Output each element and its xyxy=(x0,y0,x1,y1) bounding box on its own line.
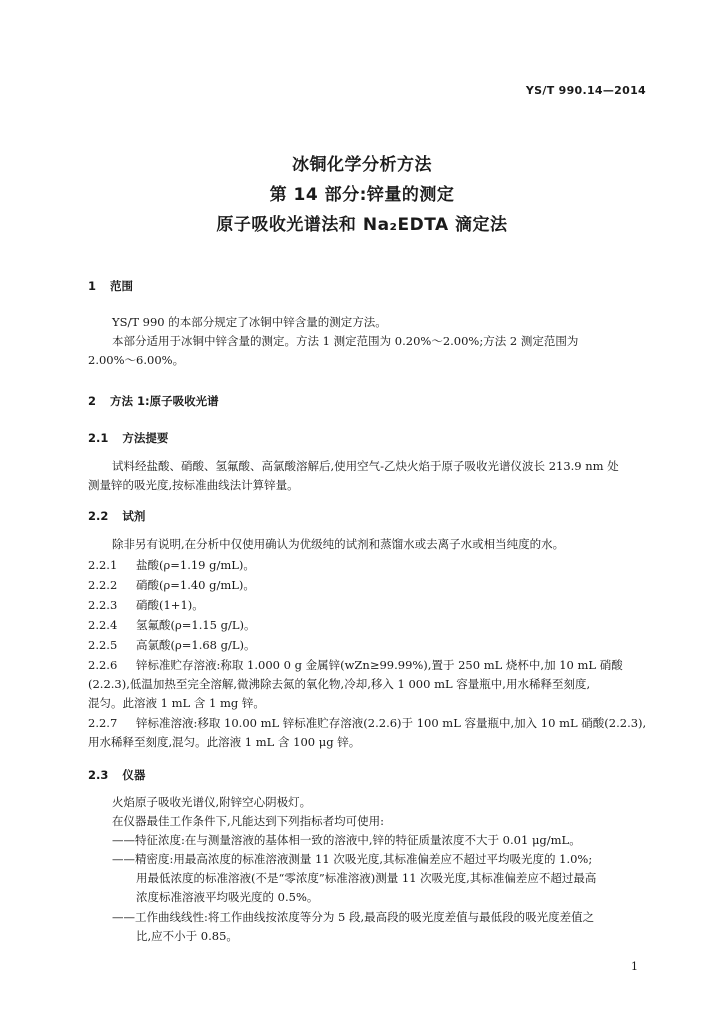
scope-line-1: YS/T 990 的本部分规定了冰铜中锌含量的测定方法。 xyxy=(112,315,387,329)
item-number: 2.2.4 xyxy=(88,618,118,632)
item-text: 高氯酸(ρ=1.68 g/L)。 xyxy=(136,638,256,652)
apparatus-dash-2-cont-1: 用最低浓度的标准溶液(不是“零浓度”标准溶液)测量 11 次吸光度,其标准偏差应不超过最高 xyxy=(136,871,597,885)
section-2-3-heading xyxy=(88,767,145,783)
apparatus-line-1: 火焰原子吸收光谱仪,附锌空心阴极灯。 xyxy=(112,795,312,809)
reagent-item xyxy=(88,596,204,614)
section-title: 方法提要 xyxy=(122,431,169,445)
item-number: 2.2.3 xyxy=(88,598,118,612)
item-text-line-1: 锌标准溶液:移取 10.00 mL 锌标准贮存溶液(2.2.6)于 100 mL 容量瓶中,加入 10 mL 硝酸(2.2.3), xyxy=(136,716,647,730)
section-2-1-heading xyxy=(88,430,168,446)
principle-line-2: 测量锌的吸光度,按标准曲线法计算锌量。 xyxy=(88,478,299,492)
scope-line-3: 2.00%～6.00%。 xyxy=(88,353,185,367)
title-line-3: 原子吸收光谱法和 Na₂EDTA 滴定法 xyxy=(216,215,508,235)
reagent-item xyxy=(88,576,255,594)
reagent-2-2-6-line-2: (2.2.3),低温加热至完全溶解,微沸除去氮的氧化物,冷却,移入 1 000 mL 容量瓶中,用水稀释至刻度, xyxy=(88,677,591,691)
page-number: 1 xyxy=(631,960,638,973)
apparatus-line-2: 在仪器最佳工作条件下,凡能达到下列指标者均可使用: xyxy=(112,814,385,828)
section-title: 仪器 xyxy=(122,768,146,782)
section-number: 2 xyxy=(88,394,97,408)
section-number: 2.3 xyxy=(88,768,109,782)
item-text: 盐酸(ρ=1.19 g/mL)。 xyxy=(136,558,255,572)
reagent-item xyxy=(88,616,256,634)
item-number: 2.2.5 xyxy=(88,638,118,652)
apparatus-dash-2-cont-2: 浓度标准溶液平均吸光度的 0.5%。 xyxy=(136,890,319,904)
scope-line-2: 本部分适用于冰铜中锌含量的测定。方法 1 测定范围为 0.20%～2.00%;方法 2 测定范围为 xyxy=(112,334,579,348)
section-2-heading xyxy=(88,393,219,409)
standard-number: YS/T 990.14—2014 xyxy=(525,84,646,97)
apparatus-dash-2: ——精密度:用最高浓度的标准溶液测量 11 次吸光度,其标准偏差应不超过平均吸光度的 1.0%; xyxy=(112,852,593,866)
title-line-1: 冰铜化学分析方法 xyxy=(292,155,432,175)
reagent-2-2-7-line-2: 用水稀释至刻度,混匀。此溶液 1 mL 含 100 μg 锌。 xyxy=(88,735,361,749)
section-number: 1 xyxy=(88,279,97,293)
section-title: 范围 xyxy=(110,279,134,293)
item-text: 氢氟酸(ρ=1.15 g/L)。 xyxy=(136,618,256,632)
reagent-item xyxy=(88,556,255,574)
reagent-2-2-6-line-3: 混匀。此溶液 1 mL 含 1 mg 锌。 xyxy=(88,696,265,710)
title-line-2: 第 14 部分:锌量的测定 xyxy=(269,185,455,205)
item-text-line-1: 锌标准贮存溶液:称取 1.000 0 g 金属锌(wZn≥99.99%),置于 250 mL 烧杯中,加 10 mL 硝酸 xyxy=(136,658,623,672)
principle-line-1: 试料经盐酸、硝酸、氢氟酸、高氯酸溶解后,使用空气-乙炔火焰于原子吸收光谱仪波长 213.9 nm 处 xyxy=(112,459,619,473)
item-text: 硝酸(1+1)。 xyxy=(136,598,204,612)
apparatus-dash-3-cont: 比,应不小于 0.85。 xyxy=(136,929,238,943)
section-number: 2.2 xyxy=(88,509,109,523)
section-title: 试剂 xyxy=(122,509,146,523)
section-1-heading xyxy=(88,278,133,294)
item-number: 2.2.2 xyxy=(88,578,118,592)
reagent-item-2-2-7 xyxy=(88,714,646,732)
item-number: 2.2.7 xyxy=(88,716,118,730)
reagents-intro: 除非另有说明,在分析中仅使用确认为优级纯的试剂和蒸馏水或去离子水或相当纯度的水。 xyxy=(112,537,565,551)
reagent-item xyxy=(88,636,256,654)
item-number: 2.2.1 xyxy=(88,558,118,572)
section-title: 方法 1:原子吸收光谱 xyxy=(110,394,219,408)
item-number: 2.2.6 xyxy=(88,658,118,672)
reagent-item-2-2-6 xyxy=(88,656,623,674)
apparatus-dash-3: ——工作曲线线性:将工作曲线按浓度等分为 5 段,最高段的吸光度差值与最低段的吸光度差值之 xyxy=(112,910,595,924)
apparatus-dash-1: ——特征浓度:在与测量溶液的基体相一致的溶液中,锌的特征质量浓度不大于 0.01 μg/mL。 xyxy=(112,833,581,847)
item-text: 硝酸(ρ=1.40 g/mL)。 xyxy=(136,578,255,592)
section-number: 2.1 xyxy=(88,431,109,445)
section-2-2-heading xyxy=(88,508,145,524)
